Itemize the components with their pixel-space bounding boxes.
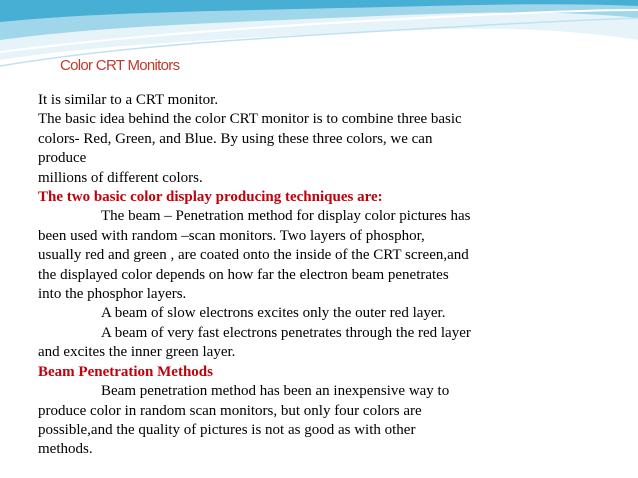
intro-line: produce	[38, 150, 87, 167]
beam-line: produce color in random scan monitors, but only four colors are	[38, 402, 422, 419]
intro-line: The basic idea behind the color CRT monitor is to combine three basic	[38, 111, 462, 128]
intro-line: millions of different colors.	[38, 169, 203, 186]
techniques-line-text: A beam of very fast electrons penetrates through the red layer	[101, 324, 471, 341]
beam-line	[38, 382, 628, 401]
slide-body	[38, 91, 628, 460]
techniques-line: and excites the inner green layer.	[38, 344, 236, 361]
intro-line: colors- Red, Green, and Blue. By using these three colors, we can	[38, 130, 433, 147]
techniques-line: been used with random –scan monitors. Two layers of phosphor,	[38, 227, 425, 244]
techniques-line	[38, 304, 628, 323]
techniques-heading: The two basic color display producing techniques are:	[38, 189, 383, 206]
techniques-line	[38, 324, 628, 343]
techniques-line-text: The beam – Penetration method for display color pictures has	[101, 208, 471, 225]
techniques-line: usually red and green , are coated onto the inside of the CRT screen,and	[38, 247, 469, 264]
beam-penetration-heading: Beam Penetration Methods	[38, 363, 213, 380]
techniques-line	[38, 207, 628, 226]
beam-line: methods.	[38, 441, 93, 458]
techniques-line: into the phosphor layers.	[38, 286, 187, 303]
intro-line: It is similar to a CRT monitor.	[38, 92, 219, 108]
beam-line: possible,and the quality of pictures is not as good as with other	[38, 421, 416, 438]
beam-line-text: Beam penetration method has been an inexpensive way to	[101, 383, 450, 400]
techniques-line-text: A beam of slow electrons excites only the outer red layer.	[101, 305, 446, 322]
slide-title: Color CRT Monitors	[60, 57, 180, 74]
techniques-line: the displayed color depends on how far the electron beam penetrates	[38, 266, 449, 283]
